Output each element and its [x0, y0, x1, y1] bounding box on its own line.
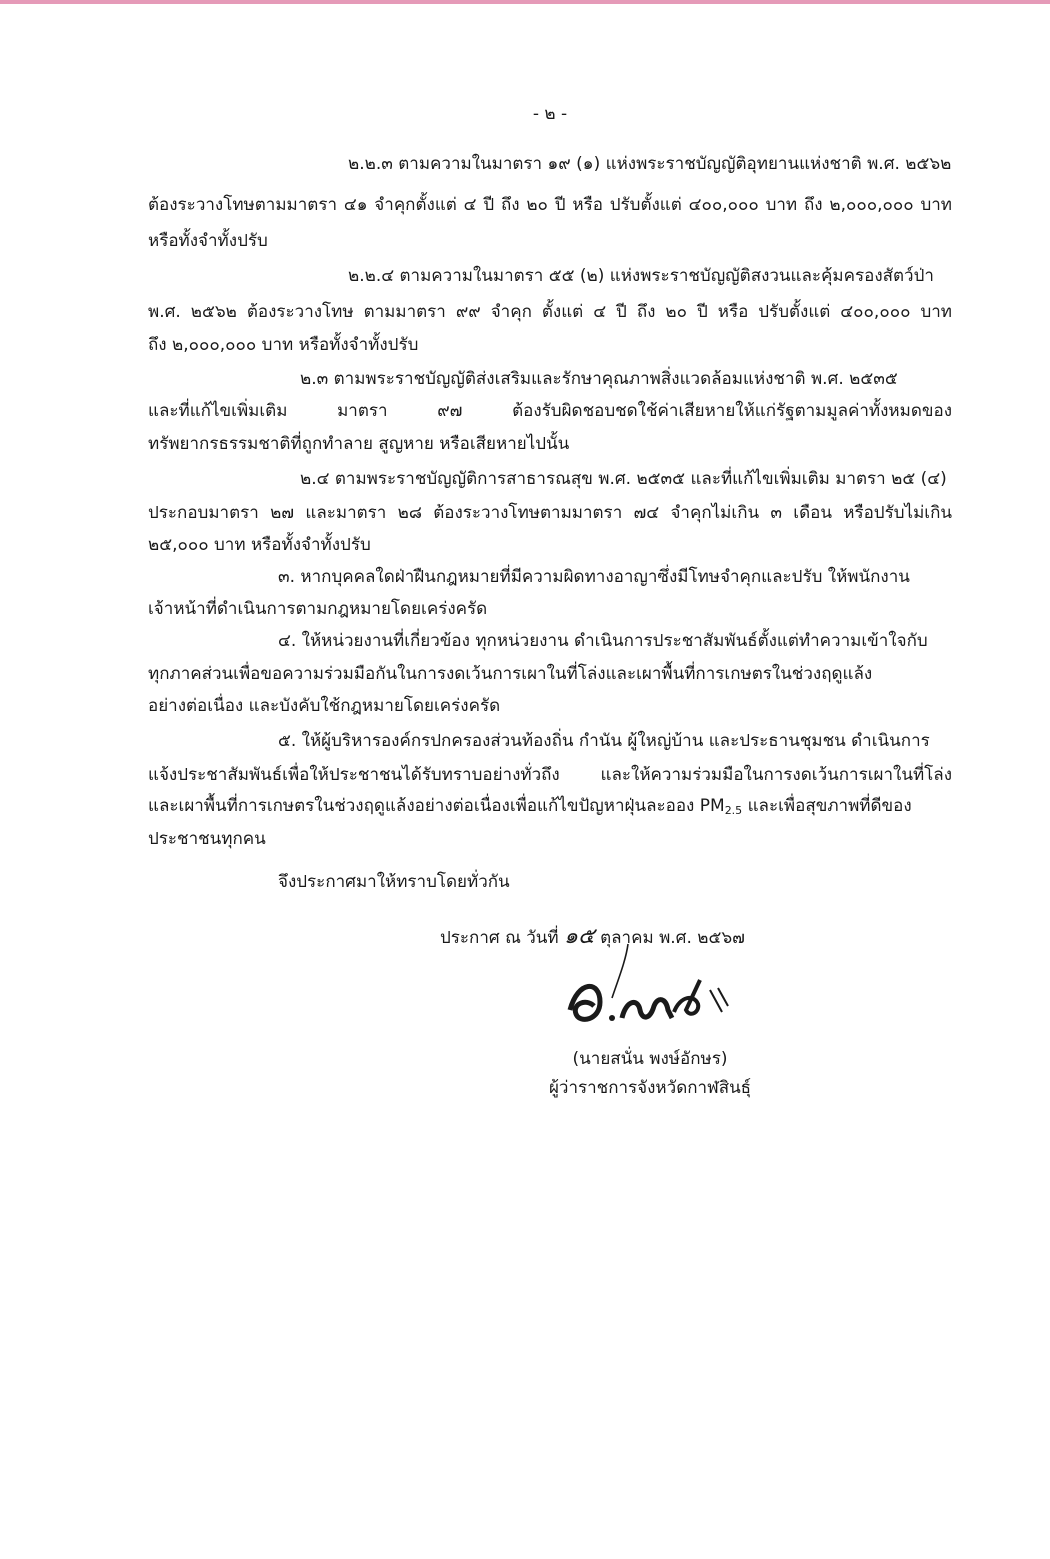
- paragraph-line: ๒.๒.๔ ตามความในมาตรา ๕๕ (๒) แห่งพระราชบัญญัติสงวนและคุ้มครองสัตว์ป่า: [348, 266, 934, 286]
- paragraph-line: เจ้าหน้าที่ดำเนินการตามกฎหมายโดยเคร่งครัด: [148, 599, 488, 619]
- paragraph-line: ๕. ให้ผู้บริหารองค์กรปกครองส่วนท้องถิ่น กำนัน ผู้ใหญ่บ้าน และประธานชุมชน ดำเนินการ: [278, 731, 930, 751]
- paragraph-line: ๓. หากบุคคลใดฝ่าฝืนกฎหมายที่มีความผิดทางอาญาซึ่งมีโทษจำคุกและปรับ ให้พนักงาน: [278, 567, 910, 587]
- paragraph-line: และที่แก้ไขเพิ่มเติม มาตรา ๙๗ ต้องรับผิดชอบชดใช้ค่าเสียหายให้แก่รัฐตามมูลค่าทั้งหมดของ: [148, 401, 952, 421]
- signer-name: (นายสนั่น พงษ์อักษร): [572, 1049, 728, 1069]
- paragraph-line: ๔. ให้หน่วยงานที่เกี่ยวข้อง ทุกหน่วยงาน ดำเนินการประชาสัมพันธ์ตั้งแต่ทำความเข้าใจกับ: [278, 631, 928, 651]
- date-suffix: ตุลาคม พ.ศ. ๒๕๖๗: [600, 928, 745, 948]
- paragraph-line: ทุกภาคส่วนเพื่อขอความร่วมมือกันในการงดเว้นการเผาในที่โล่งและเผาพื้นที่การเกษตรในช่วงฤดูแล้ง: [148, 664, 873, 684]
- paragraph-line: ประชาชนทุกคน: [148, 829, 266, 849]
- date-day: ๑๕: [564, 924, 595, 949]
- paragraph-line: พ.ศ. ๒๕๖๒ ต้องระวางโทษ ตามมาตรา ๙๙ จำคุก ตั้งแต่ ๔ ปี ถึง ๒๐ ปี หรือ ปรับตั้งแต่ ๔๐๐,๐๐๐ บาท: [148, 302, 952, 322]
- paragraph-line-pm: [148, 795, 952, 822]
- paragraph-line: ๒.๔ ตามพระราชบัญญัติการสาธารณสุข พ.ศ. ๒๕๓๕ และที่แก้ไขเพิ่มเติม มาตรา ๒๕ (๔): [300, 469, 947, 489]
- announce-line: จึงประกาศมาให้ทราบโดยทั่วกัน: [278, 872, 510, 892]
- paragraph-line: ประกอบมาตรา ๒๗ และมาตรา ๒๘ ต้องระวางโทษตามมาตรา ๗๔ จำคุกไม่เกิน ๓ เดือน หรือปรับไม่เกิน: [148, 503, 952, 523]
- paragraph-line: หรือทั้งจำทั้งปรับ: [148, 231, 268, 251]
- pm-suffix: และเพื่อสุขภาพที่ดีของ: [742, 796, 912, 816]
- date-prefix: ประกาศ ณ วันที่: [440, 928, 559, 948]
- pm-text: และเผาพื้นที่การเกษตรในช่วงฤดูแล้งอย่างต่อเนื่องเพื่อแก้ไขปัญหาฝุ่นละออง PM: [148, 796, 725, 816]
- pm-subscript: 2.5: [724, 804, 743, 817]
- signer-title: ผู้ว่าราชการจังหวัดกาฬสินธุ์: [548, 1078, 752, 1098]
- handwritten-signature: [560, 940, 750, 1040]
- page-top-edge: [0, 0, 1050, 4]
- page-number: - ๒ -: [532, 104, 568, 124]
- paragraph-line: อย่างต่อเนื่อง และบังคับใช้กฎหมายโดยเคร่งครัด: [148, 696, 501, 716]
- paragraph-line: ถึง ๒,๐๐๐,๐๐๐ บาท หรือทั้งจำทั้งปรับ: [148, 335, 419, 355]
- paragraph-line: ทรัพยากรธรรมชาติที่ถูกทำลาย สูญหาย หรือเสียหายไปนั้น: [148, 434, 570, 454]
- paragraph-line: ต้องระวางโทษตามมาตรา ๔๑ จำคุกตั้งแต่ ๔ ปี ถึง ๒๐ ปี หรือ ปรับตั้งแต่ ๔๐๐,๐๐๐ บาท ถึง ๒,๐๐๐,๐๐๐ บาท: [148, 195, 952, 215]
- paragraph-line: ๒.๓ ตามพระราชบัญญัติส่งเสริมและรักษาคุณภาพสิ่งแวดล้อมแห่งชาติ พ.ศ. ๒๕๓๕: [300, 369, 898, 389]
- paragraph-line: ๒๕,๐๐๐ บาท หรือทั้งจำทั้งปรับ: [148, 535, 371, 555]
- paragraph-line: แจ้งประชาสัมพันธ์เพื่อให้ประชาชนได้รับทราบอย่างทั่วถึง และให้ความร่วมมือในการงดเว้นการเผาในที่โล่ง: [148, 765, 952, 785]
- paragraph-line: ๒.๒.๓ ตามความในมาตรา ๑๙ (๑) แห่งพระราชบัญญัติอุทยานแห่งชาติ พ.ศ. ๒๕๖๒: [348, 154, 952, 174]
